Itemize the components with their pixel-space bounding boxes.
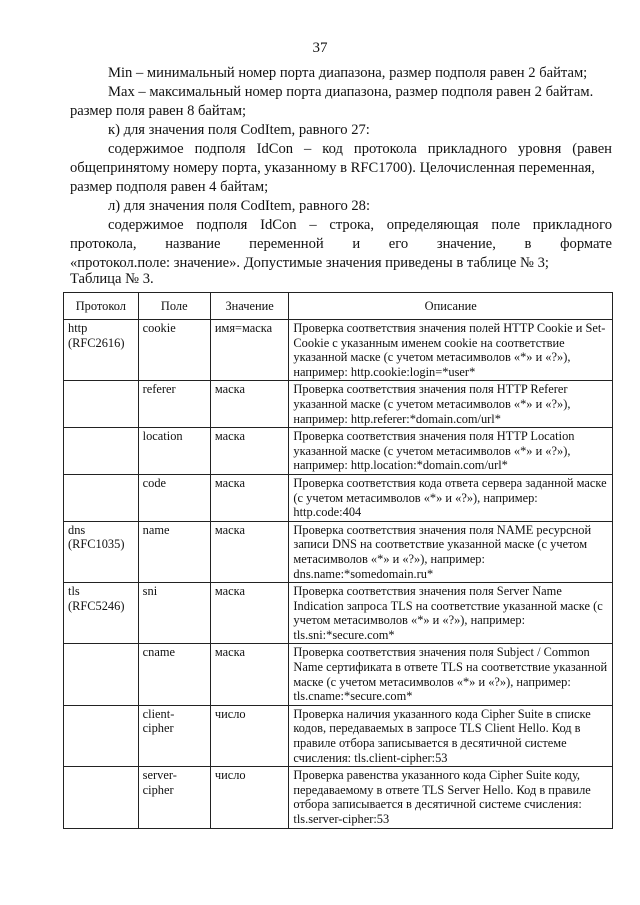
table-header-row [64,293,613,320]
cell-value: маска [210,428,289,475]
paragraph-item-k: к) для значения поля CodItem, равного 27: [108,122,370,138]
paragraph-l-line-3: «протокол.поле: значение». Допустимые значения приведены в таблице № 3; [70,255,549,271]
cell-protocol [64,767,139,828]
paragraph-max: Max – максимальный номер порта диапазона, размер подполя равен 2 байтам. [108,84,594,100]
cell-description: Проверка соответствия значения поля HTTP Location указанной маске (с учетом метасимволов «*» и «?»), например: http.location:*domain.com/url* [289,428,613,475]
cell-protocol [64,474,139,521]
cell-description: Проверка соответствия значения поля Subject / Common Name сертификата в ответе TLS на соответствие указанной маске (с учетом метасимволов «*» и «?»), например: tls.cname:*secure.com* [289,644,613,705]
cell-protocol: http (RFC2616) [64,320,139,381]
cell-description: Проверка равенства указанного кода Cipher Suite коду, передаваемому в ответе TLS Server Hello. Код в правиле отбора записывается в десятичной системе счисления: tls.server-cipher:53 [289,767,613,828]
table-row [64,583,613,644]
cell-field: location [138,428,210,475]
cell-field: cname [138,644,210,705]
header-description: Описание [289,293,613,320]
cell-description: Проверка соответствия кода ответа сервера заданной маске (с учетом метасимволов «*» и «?»), например: http.code:404 [289,474,613,521]
cell-protocol [64,428,139,475]
paragraph-k-line-1: содержимое подполя IdCon – код протокола прикладного уровня (равен [108,141,612,157]
paragraph-item-l: л) для значения поля CodItem, равного 28: [108,198,371,214]
cell-description: Проверка соответствия значения полей HTTP Cookie и Set-Cookie с указанным именем cookie на соответствие указанной маске (с учетом метасимволов «*» и «?»), например: http.cookie:login=*user* [289,320,613,381]
body-text [70,64,612,273]
cell-value: маска [210,474,289,521]
header-field: Поле [138,293,210,320]
table-row [64,767,613,828]
cell-value: число [210,767,289,828]
page-number: 37 [312,40,328,56]
cell-value: маска [210,381,289,428]
cell-field: cookie [138,320,210,381]
table-row [64,644,613,705]
cell-value: маска [210,521,289,582]
cell-field: sni [138,583,210,644]
cell-protocol [64,705,139,766]
cell-value: маска [210,583,289,644]
cell-protocol [64,644,139,705]
cell-field: client- cipher [138,705,210,766]
protocol-table [63,292,613,829]
cell-value: число [210,705,289,766]
table-body [64,320,613,829]
table-row [64,705,613,766]
cell-field: code [138,474,210,521]
header-value: Значение [210,293,289,320]
paragraph-min: Min – минимальный номер порта диапазона, размер подполя равен 2 байтам; [108,65,588,81]
cell-description: Проверка соответствия значения поля HTTP Referer указанной маске (с учетом метасимволов «*» и «?»), например: http.referer:*domain.com/url* [289,381,613,428]
table-row [64,521,613,582]
table-row [64,320,613,381]
cell-field: server- cipher [138,767,210,828]
paragraph-field-size: размер поля равен 8 байтам; [70,103,247,119]
cell-description: Проверка соответствия значения поля Server Name Indication запроса TLS на соответствие указанной маске (с учетом метасимволов «*» и «?»), например: tls.sni:*secure.com* [289,583,613,644]
header-protocol: Протокол [64,293,139,320]
table-row [64,381,613,428]
paragraph-k-line-3: размер подполя равен 4 байтам; [70,179,269,195]
paragraph-k-line-2: общепринятому номеру порта, указанному в RFC1700). Целочисленная переменная, [70,160,595,176]
paragraph-l-line-2: протокола, название переменной и его значение, в формате [70,236,612,252]
cell-protocol: dns (RFC1035) [64,521,139,582]
cell-protocol: tls (RFC5246) [64,583,139,644]
cell-description: Проверка наличия указанного кода Cipher Suite в списке кодов, передаваемых в запросе TLS Client Hello. Код в правиле отбора записывается в десятичной системе счисления: tls.client-cipher:53 [289,705,613,766]
table-row [64,474,613,521]
cell-field: name [138,521,210,582]
paragraph-l-line-1: содержимое подполя IdCon – строка, определяющая поле прикладного [108,217,612,233]
table-caption: Таблица № 3. [70,271,154,287]
cell-value: маска [210,644,289,705]
cell-protocol [64,381,139,428]
cell-description: Проверка соответствия значения поля NAME ресурсной записи DNS на соответствие указанной маске (с учетом метасимволов «*» и «?»), например: dns.name:*somedomain.ru* [289,521,613,582]
cell-field: referer [138,381,210,428]
cell-value: имя=маска [210,320,289,381]
table-row [64,428,613,475]
